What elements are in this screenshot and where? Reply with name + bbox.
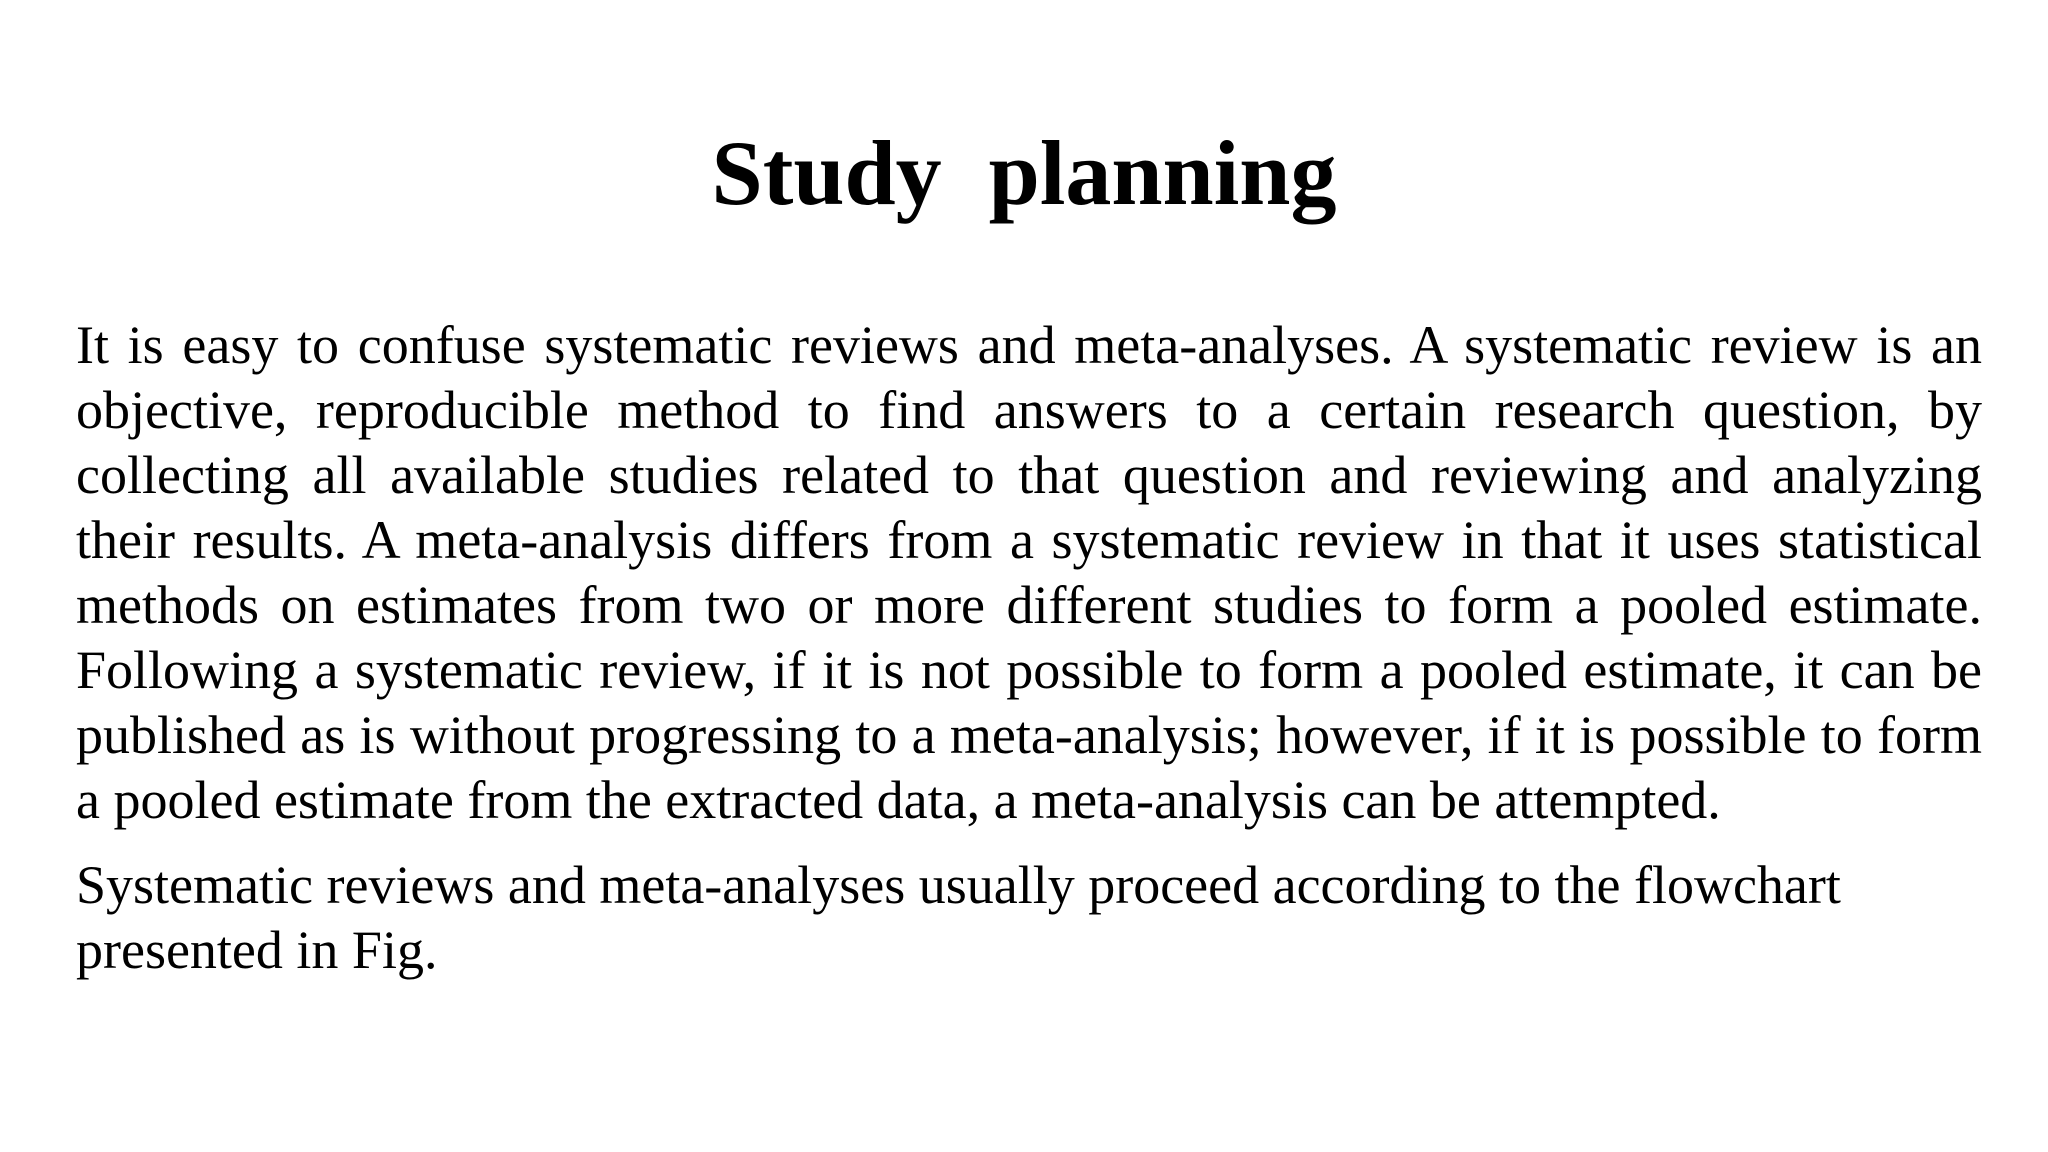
paragraph-definitions: It is easy to confuse systematic reviews and meta-analyses. A systematic review is an objective, reproducible method to find answers to a certain research question, by collecting all available studies related to that question and reviewing and analyzing their results. A meta-analysis differs from a systematic review in that it uses statistical methods on estimates from two or more different studies to form a pooled estimate. Following a systematic review, if it is not possible to form a pooled estimate, it can be published as is without progressing to a meta-analysis; however, if it is possible to form a pooled estimate from the extracted data, a meta-analysis can be attempted. xyxy=(76,315,1982,830)
slide-body xyxy=(76,313,1982,983)
slide-title: Study planning xyxy=(711,122,1337,224)
paragraph-flowchart-reference: Systematic reviews and meta-analyses usually proceed according to the flowchart presented in Fig. xyxy=(76,855,1841,980)
